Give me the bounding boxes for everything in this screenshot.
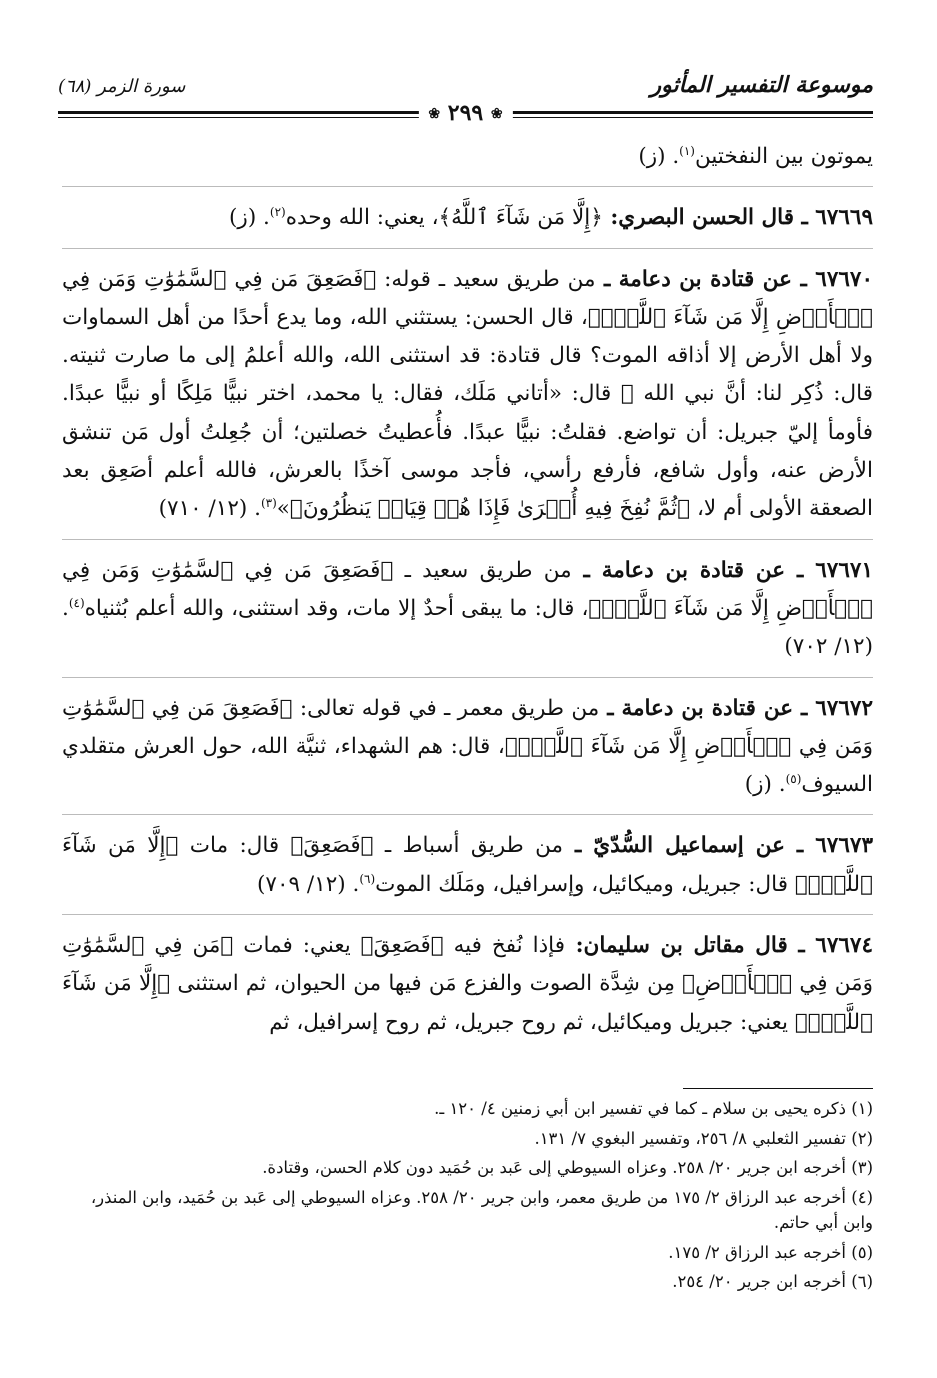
entry-separator	[62, 186, 873, 187]
entry-attribution: ـ عن قتادة بن دعامة ـ	[571, 557, 816, 583]
paragraph-tail: . (ز)	[229, 205, 270, 231]
entry-attribution: ـ قال الحسن البصري:	[602, 205, 816, 231]
paragraph	[62, 552, 873, 667]
footnote-ref[interactable]: (٤)	[68, 595, 85, 610]
entry-number: ٦٧٦٧٣	[815, 833, 873, 859]
paragraph	[62, 199, 873, 237]
entry-attribution: ـ عن قتادة بن دعامة ـ	[595, 266, 816, 292]
footnote: (٦) أخرجه ابن جرير ٢٠/ ٢٥٤.	[672, 1272, 873, 1291]
footnote: (٥) أخرجه عبد الرزاق ٢/ ١٧٥.	[668, 1242, 873, 1262]
entry-separator	[62, 914, 873, 915]
paragraph-tail: . (١٢/ ٧١٠)	[158, 496, 261, 522]
entry-separator	[62, 539, 873, 540]
entry-separator	[62, 814, 873, 815]
page-number-block	[418, 100, 512, 126]
paragraph-text: يموتون بين النفختين	[694, 144, 873, 169]
footnote-ref[interactable]: (١)	[679, 143, 695, 158]
entry-number: ٦٧٦٧١	[815, 557, 873, 583]
surah-title: سورة الزمر (٦٨)	[58, 76, 186, 97]
book-title: موسوعة التفسير المأثور	[650, 72, 873, 98]
paragraph	[62, 261, 873, 529]
ornament-icon: ❀	[428, 106, 441, 122]
ornament-icon: ❀	[490, 106, 503, 122]
paragraph-text: من طريق أسباط ـ ﴿فَصَعِقَ﴾ قال: مات ﴿إِلَّا مَن شَآءَ ٱللَّهُۖ﴾ قال: جبريل، وميكائيل، وإسرافيل، ومَلَك الموت	[62, 833, 873, 897]
entry-separator	[62, 248, 873, 249]
entry-number: ٦٧٦٧٠	[815, 266, 874, 292]
paragraph-tail: . (١٢/ ٧٠٢)	[62, 595, 873, 660]
footnote: (٢) تفسير الثعلبي ٨/ ٢٥٦، وتفسير البغوي ٧/ ١٣١.	[534, 1128, 873, 1148]
paragraph-tail: . (ز)	[638, 144, 680, 169]
footnote-rule	[683, 1088, 873, 1089]
entry-attribution: ـ عن إسماعيل السُّدّيّ ـ	[562, 833, 816, 859]
footnote-ref[interactable]: (٢)	[269, 205, 286, 220]
page-number: ٢٩٩	[447, 100, 484, 126]
entry-attribution: ـ عن قتادة بن دعامة ـ	[599, 695, 816, 721]
paragraph	[62, 690, 873, 805]
entry-separator	[62, 677, 873, 678]
paragraph-tail: . (١٢/ ٧٠٩)	[257, 871, 360, 897]
paragraph-text: من طريق معمر ـ في قوله تعالى: ﴿فَصَعِقَ مَن فِي ٱلسَّمَٰوَٰتِ وَمَن فِي ٱلۡأَرۡضِ إِلَّا مَن شَآءَ ٱللَّهُۖ﴾، قال: هم الشهداء، ثنيَّة الله، حول العرش متقلدي السيوف	[62, 695, 873, 798]
footnotes	[62, 1096, 873, 1299]
footnote-ref[interactable]: (٥)	[785, 772, 802, 786]
main-text	[62, 138, 873, 1048]
entry-number: ٦٧٦٧٤	[815, 933, 874, 959]
paragraph	[62, 927, 873, 1042]
paragraph	[62, 827, 873, 904]
paragraph-tail: . (ز)	[744, 772, 786, 798]
footnote-ref[interactable]: (٦)	[359, 871, 376, 886]
paragraph-text: فإذا نُفخ فيه ﴿فَصَعِقَ﴾ يعني: فمات ﴿مَن فِي ٱلسَّمَٰوَٰتِ وَمَن فِي ٱلۡأَرۡضِ﴾ مِن شِدَّة الصوت والفزع مَن فيها من الحيوان، ثم استثنى ﴿إِلَّا مَن شَآءَ ٱللَّهُۖ﴾ يعني: جبريل وميكائيل، ثم روح جبريل، ثم روح إسرافيل، ثم	[62, 933, 873, 1035]
footnote-ref[interactable]: (٣)	[260, 496, 277, 511]
footnote: (١) ذكره يحيى بن سلام ـ كما في تفسير ابن أبي زمنين ٤/ ١٢٠ ـ.	[434, 1099, 873, 1118]
footnote: (٣) أخرجه ابن جرير ٢٠/ ٢٥٨. وعزاه السيوطي إلى عَبد بن حُمَيد دون كلام الحسن، وقتادة.	[262, 1158, 873, 1177]
entry-number: ٦٧٦٧٢	[815, 695, 873, 721]
paragraph-text: ﴿إِلَّا مَن شَآءَ ٱللَّهُ﴾، يعني: الله وحده	[285, 205, 603, 231]
entry-attribution: ـ قال مقاتل بن سليمان:	[564, 933, 816, 959]
paragraph	[62, 138, 873, 176]
paragraph-text: من طريق سعيد ـ ﴿فَصَعِقَ مَن فِي ٱلسَّمَٰوَٰتِ وَمَن فِي ٱلۡأَرۡضِ إِلَّا مَن شَآءَ ٱللَّهُۖ﴾، قال: ما يبقى أحدٌ إلا مات، وقد استثنى، والله أعلم بُثنياه	[62, 557, 873, 621]
entry-number: ٦٧٦٦٩	[815, 205, 873, 231]
page-header	[58, 72, 873, 126]
footnote: (٤) أخرجه عبد الرزاق ٢/ ١٧٥ من طريق معمر، وابن جرير ٢٠/ ٢٥٨. وعزاه السيوطي إلى عَبد بن حُمَيد، وابن المنذر، وابن أبي حاتم.	[90, 1187, 873, 1232]
paragraph-text: من طريق سعيد ـ قوله: ﴿فَصَعِقَ مَن فِي ٱلسَّمَٰوَٰتِ وَمَن فِي ٱلۡأَرۡضِ إِلَّا مَن شَآءَ ٱللَّهُۖ﴾، قال الحسن: يستثني الله، وما يدع أحدًا من أهل السماوات ولا أهل الأرض إلا أذاقه الموت؟ قال قتادة: قد استثنى الله، والله أعلمُ إلى ما صارت ثنيته. قال: ذُكِر لنا: أنَّ نبي الله ﷺ قال: «أتاني مَلَك، فقال: يا محمد، اختر نبيًّا مَلِكًا أو نبيًّا عبدًا. فأومأ إليّ جبريل: أن تواضع. فقلتُ: نبيًّا عبدًا. فأُعطيتُ خصلتين؛ أن جُعِلتُ أول مَن تنشق الأرض عنه، وأول شافع، فأرفع رأسي، فأجد موسى آخذًا بالعرش، فالله أعلم أصَعِق بعد الصعقة الأولى أم لا، ﴿ثُمَّ نُفِخَ فِيهِ أُخۡرَىٰ فَإِذَا هُمۡ قِيَامٞ يَنظُرُونَ﴾»	[62, 266, 873, 522]
